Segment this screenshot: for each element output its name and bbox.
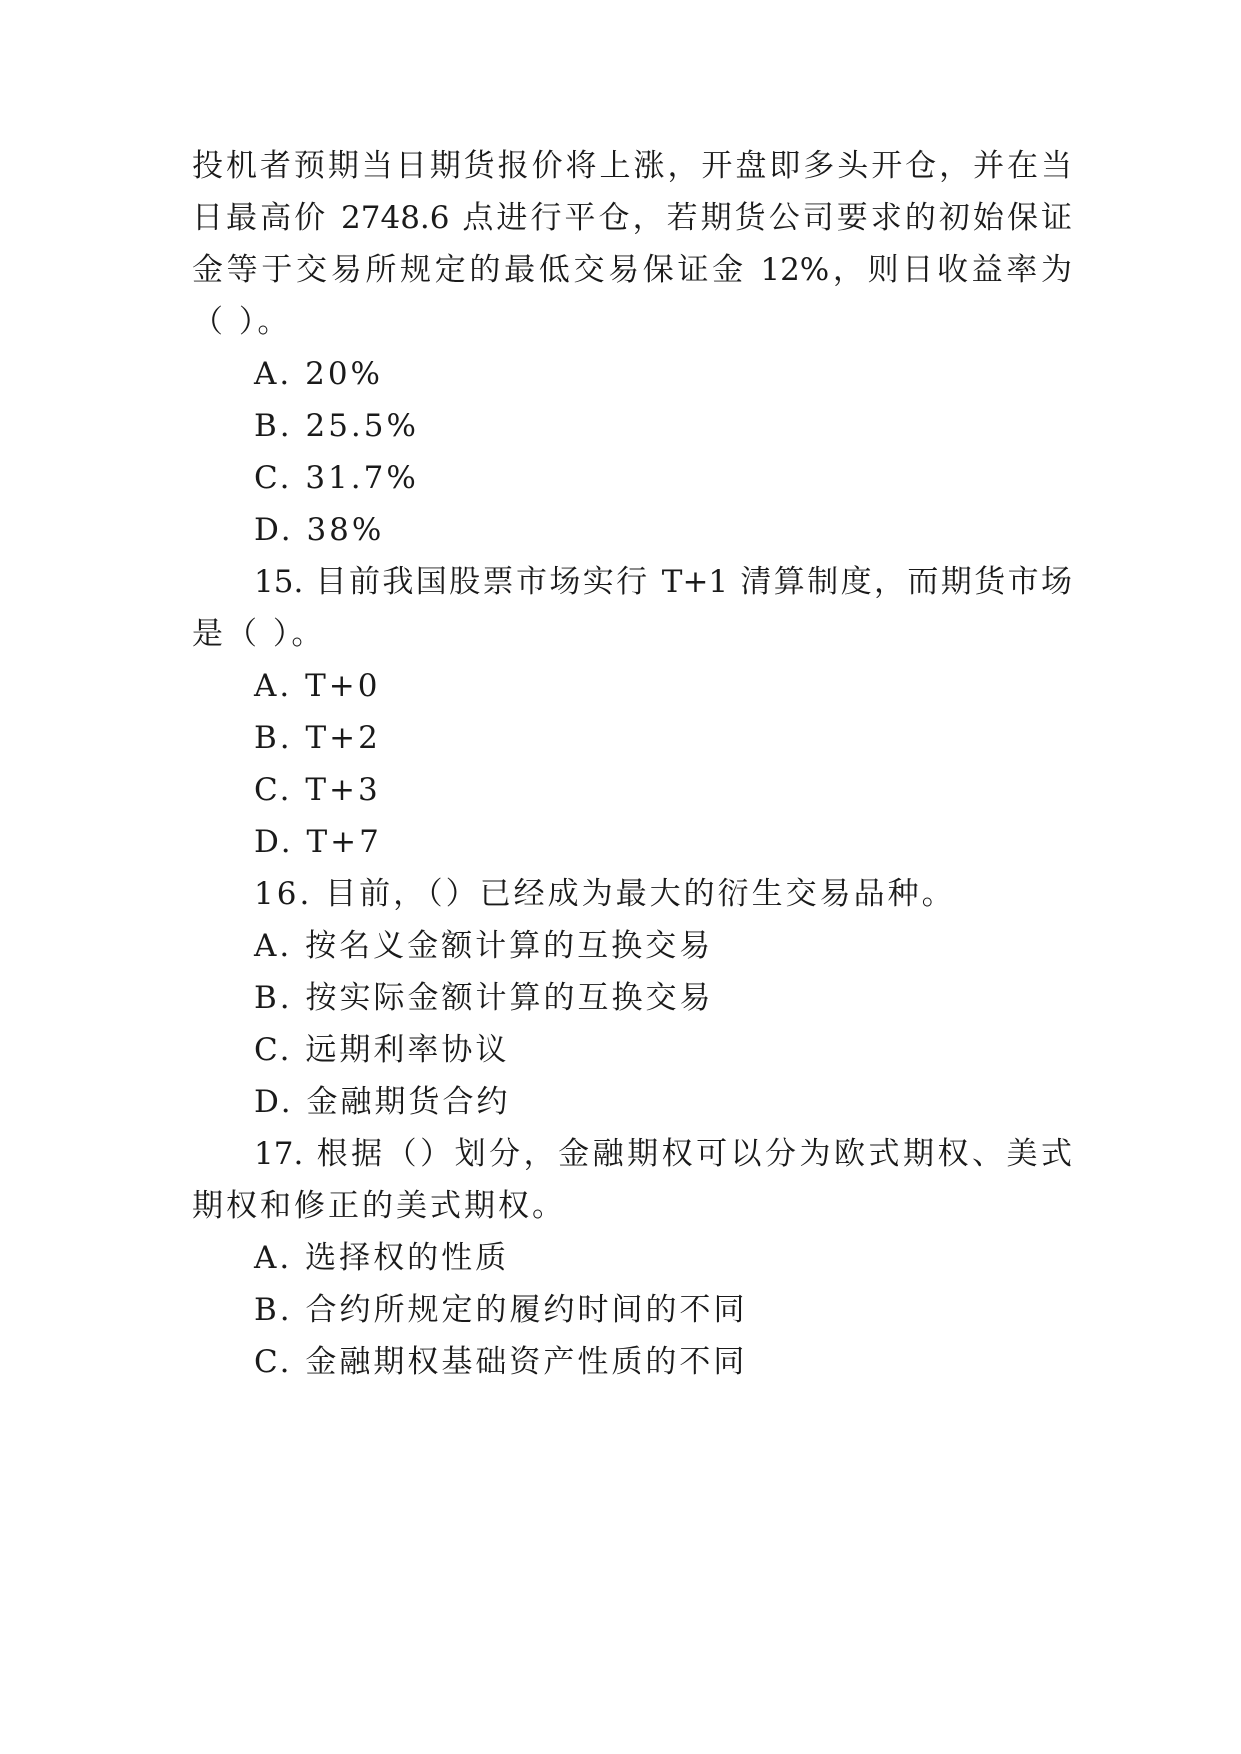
q16-text-line-1: 16. 目前，（）已经成为最大的衍生交易品种。	[254, 876, 956, 912]
q14-text-line-3: 金等于交易所规定的最低交易保证金 12%，则日收益率为	[192, 252, 1072, 288]
q15-option-d: D. T+7	[254, 824, 382, 860]
q15-text-line-1: 15. 目前我国股票市场实行 T+1 清算制度，而期货市场	[254, 564, 1072, 600]
q16-option-a: A. 按名义金额计算的互换交易	[254, 928, 714, 964]
q17-text-line-2: 期权和修正的美式期权。	[192, 1188, 566, 1224]
q14-text-line-1: 投机者预期当日期货报价将上涨，开盘即多头开仓，并在当	[192, 148, 1072, 184]
q16-option-d: D. 金融期货合约	[254, 1084, 511, 1120]
q15-option-b: B. T+2	[254, 720, 381, 756]
q14-option-a: A. 20%	[254, 356, 383, 392]
q16-option-c: C. 远期利率协议	[254, 1032, 510, 1068]
q15-option-a: A. T+0	[254, 668, 381, 704]
q14-option-b: B. 25.5%	[254, 408, 419, 444]
q15-text-line-2: 是（ ）。	[192, 616, 326, 652]
q15-option-c: C. T+3	[254, 772, 381, 808]
q14-option-d: D. 38%	[254, 512, 385, 548]
q14-text-line-2: 日最高价 2748.6 点进行平仓，若期货公司要求的初始保证	[192, 200, 1072, 236]
q14-option-c: C. 31.7%	[254, 460, 419, 496]
q17-option-c: C. 金融期权基础资产性质的不同	[254, 1344, 748, 1380]
q16-option-b: B. 按实际金额计算的互换交易	[254, 980, 714, 1016]
q17-option-b: B. 合约所规定的履约时间的不同	[254, 1292, 748, 1328]
q17-text-line-1: 17. 根据（）划分，金融期权可以分为欧式期权、美式	[254, 1136, 1072, 1172]
q14-text-line-4: （ ）。	[192, 304, 292, 340]
q17-option-a: A. 选择权的性质	[254, 1240, 510, 1276]
